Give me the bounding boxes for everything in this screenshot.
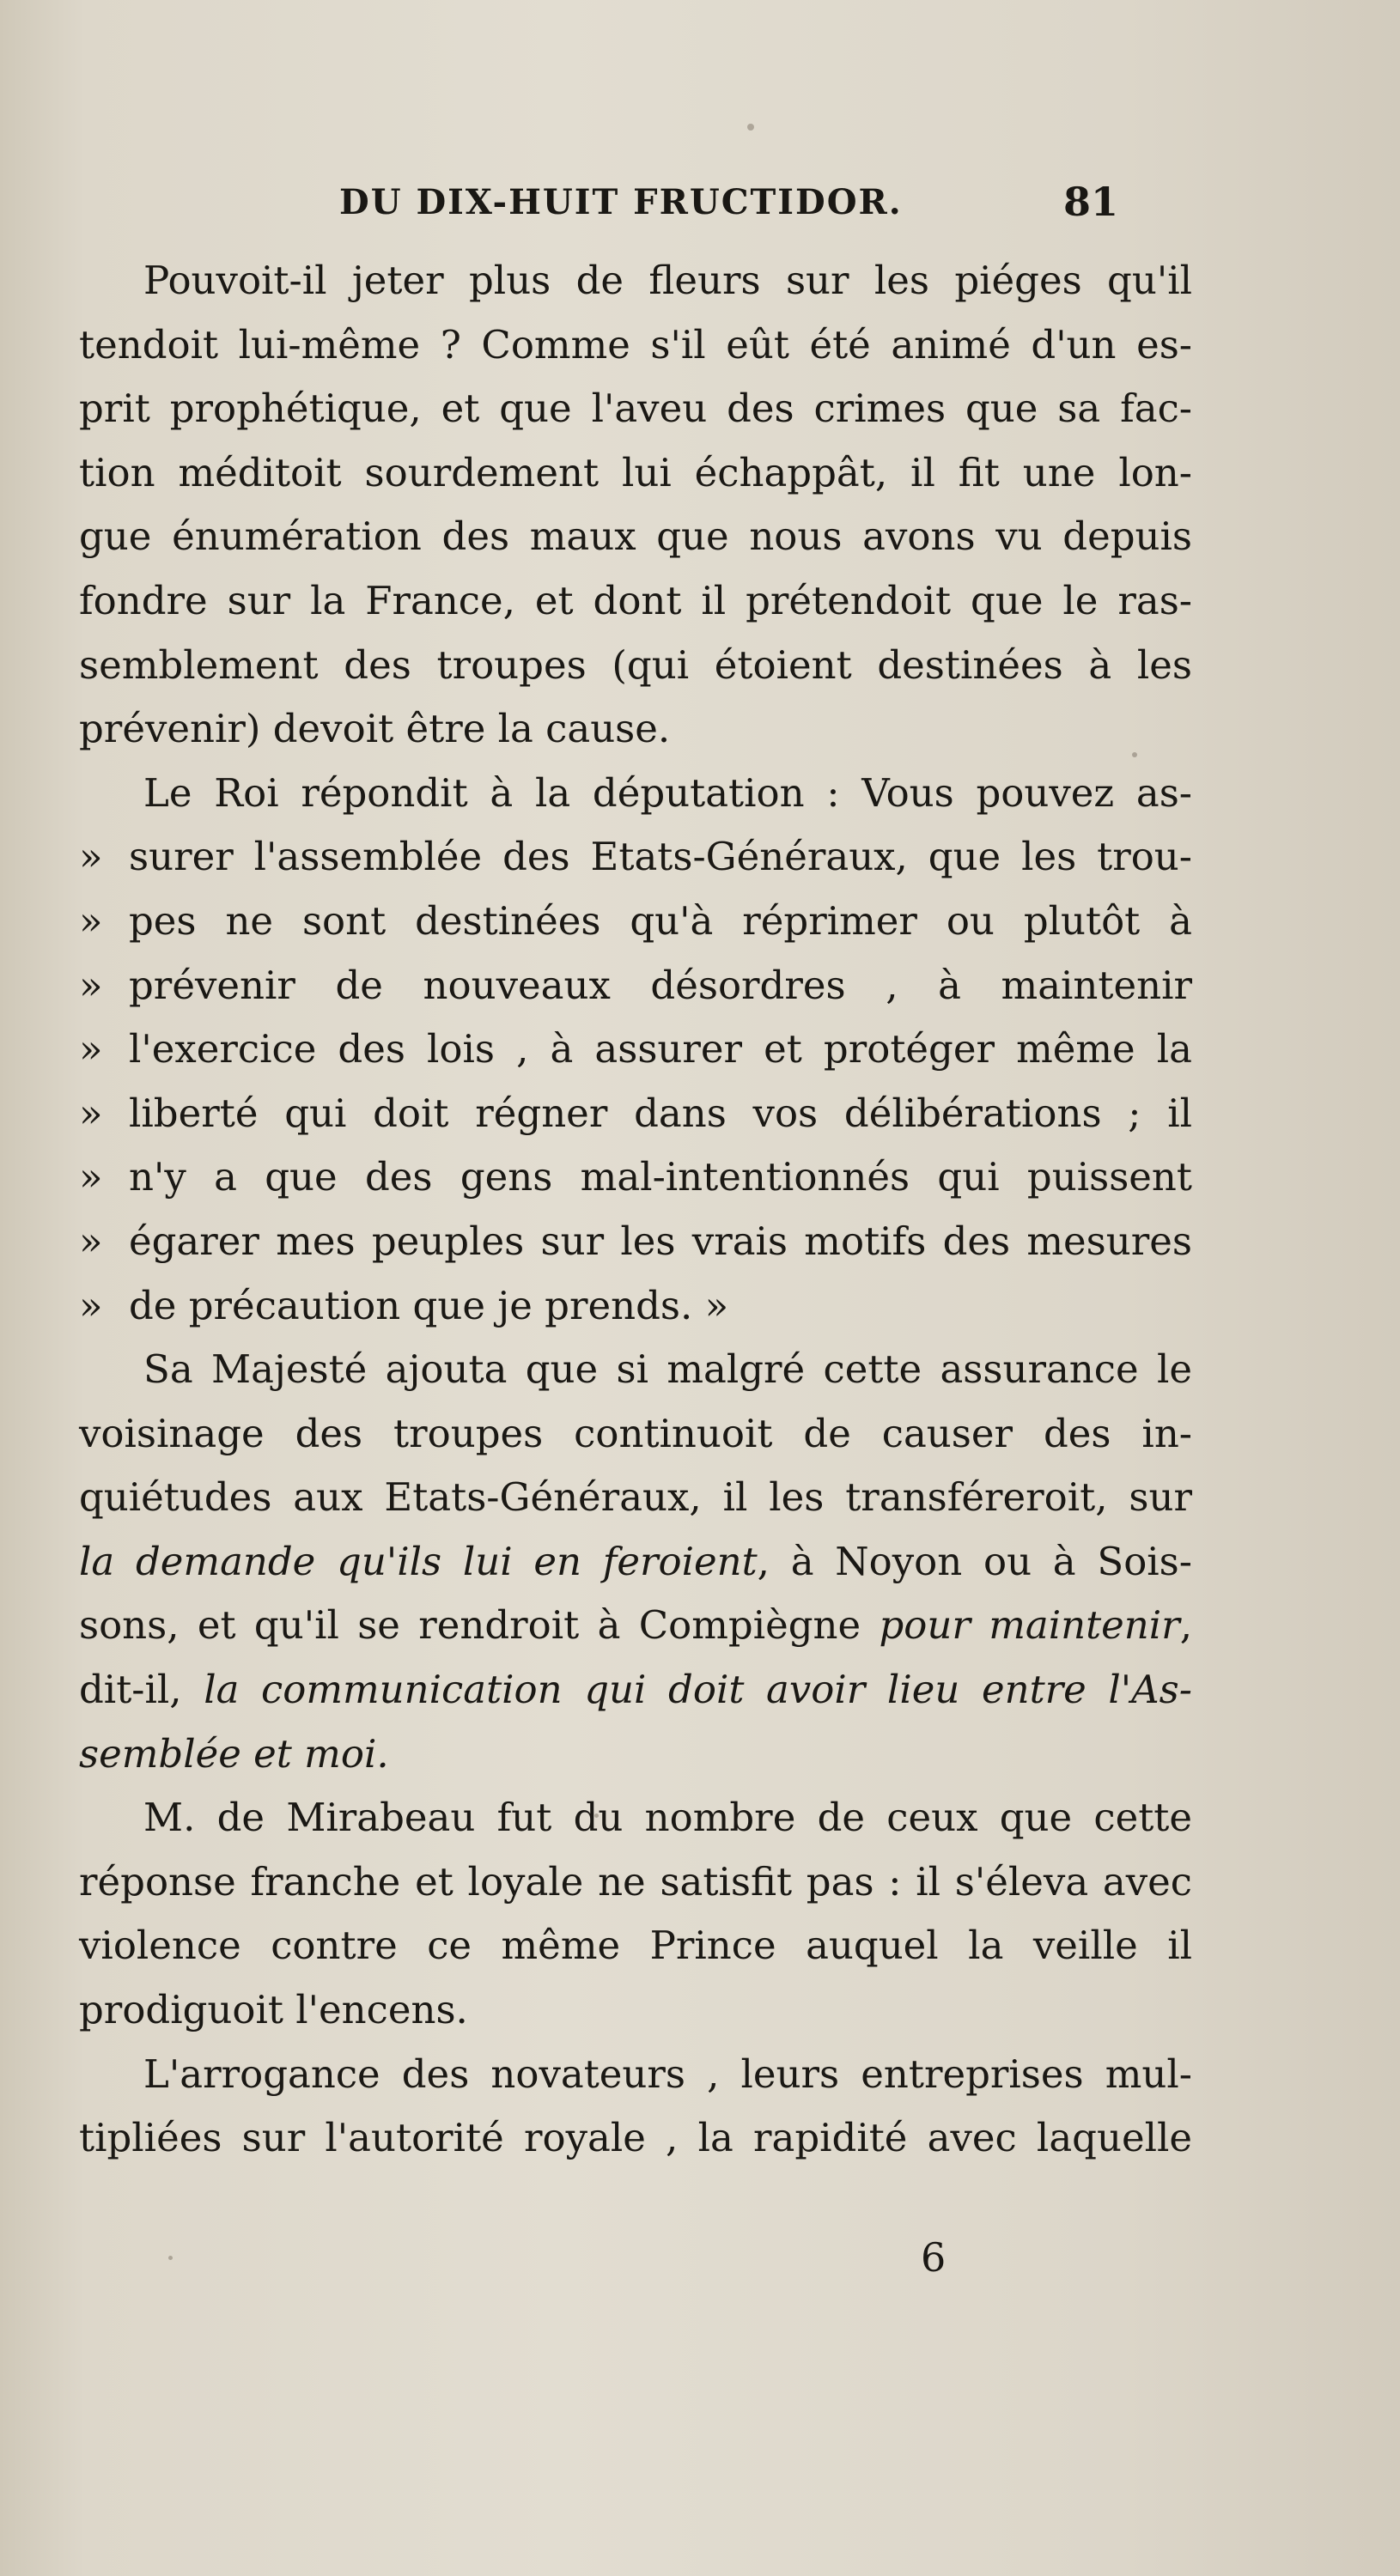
text-segment: dit-il,: [79, 1667, 204, 1713]
line-text: prodiguoit l'encens.: [79, 1987, 468, 2033]
quote-mark: »: [79, 962, 103, 1008]
line-text: égarer mes peuples sur les vrais motifs des mesures: [129, 1218, 1192, 1264]
line-text: prit prophétique, et que l'aveu des crimes que sa fac-: [79, 386, 1192, 432]
text-line: [79, 1786, 1192, 1850]
page-header: [0, 179, 1400, 234]
text-line: [79, 1338, 1192, 1402]
text-line: [79, 377, 1192, 441]
text-line: [79, 1978, 1192, 2043]
line-text: surer l'assemblée des Etats-Généraux, que les trou-: [129, 834, 1192, 880]
text-line: [79, 1914, 1192, 1978]
line-text: l'exercice des lois , à assurer et protéger même la: [129, 1026, 1192, 1072]
text-line: [79, 1722, 1192, 1787]
quote-mark: »: [79, 1282, 103, 1328]
text-line: [79, 441, 1192, 506]
text-line: [79, 313, 1192, 378]
italic-text: pour maintenir: [879, 1602, 1180, 1649]
quoted-line: [79, 890, 1192, 954]
quote-mark: »: [79, 1090, 103, 1136]
quoted-line: [79, 1082, 1192, 1146]
quoted-line: [79, 825, 1192, 890]
quoted-line: [79, 1210, 1192, 1274]
line-text: Le Roi répondit à la députation : Vous pouvez as-: [143, 769, 1192, 816]
text-line: [79, 634, 1192, 698]
line-text: prévenir) devoit être la cause.: [79, 706, 671, 752]
text-line: [79, 249, 1192, 313]
line-text: semblement des troupes (qui étoient destinées à les: [79, 641, 1192, 688]
line-text: pes ne sont destinées qu'à réprimer ou plutôt à: [129, 897, 1192, 944]
quote-mark: »: [79, 1154, 103, 1200]
italic-text: la communication qui doit avoir lieu entre l'As-: [204, 1667, 1192, 1713]
line-text: de précaution que je prends. »: [129, 1282, 729, 1328]
line-text: n'y a que des gens mal-intentionnés qui puissent: [129, 1154, 1192, 1200]
line-text: gue énumération des maux que nous avons vu depuis: [79, 513, 1192, 560]
page-number: 81: [1063, 179, 1119, 225]
line-text: liberté qui doit régner dans vos délibérations ; il: [129, 1090, 1192, 1136]
quoted-line: [79, 1145, 1192, 1210]
quoted-line: [79, 1018, 1192, 1082]
text-line: [79, 2106, 1192, 2171]
italic-text: la demande qu'ils lui en feroient: [79, 1538, 758, 1584]
quoted-line: [79, 1274, 1192, 1339]
text-line: [79, 505, 1192, 569]
text-line: [79, 1658, 1192, 1722]
line-text: quiétudes aux Etats-Généraux, il les transféreroit, sur: [79, 1474, 1192, 1521]
text-line: [79, 1850, 1192, 1915]
line-text: Sa Majesté ajouta que si malgré cette assurance le: [143, 1346, 1192, 1393]
line-text: Pouvoit-il jeter plus de fleurs sur les piéges qu'il: [143, 258, 1192, 303]
text-line: [79, 1530, 1192, 1595]
line-text: violence contre ce même Prince auquel la veille il: [79, 1923, 1192, 1969]
text-line: [79, 697, 1192, 762]
text-line: [79, 1402, 1192, 1467]
text-line: [79, 1594, 1192, 1658]
line-text: tion méditoit sourdement lui échappât, il fit une lon-: [79, 449, 1192, 495]
line-text: tipliées sur l'autorité royale , la rapidité avec laquelle: [79, 2115, 1192, 2161]
quote-mark: »: [79, 1026, 103, 1072]
text-segment: , à Noyon ou à Sois-: [757, 1538, 1192, 1584]
text-line: [79, 2043, 1192, 2107]
signature-mark: 6: [921, 2234, 947, 2281]
paper-spot: [747, 124, 754, 131]
text-line: [79, 1466, 1192, 1530]
quote-mark: »: [79, 897, 103, 944]
paper-spot: [1132, 752, 1137, 757]
text-line: [79, 762, 1192, 826]
quote-mark: »: [79, 1218, 103, 1264]
text-segment: ,: [1179, 1602, 1193, 1649]
line-text: tendoit lui-même ? Comme s'il eût été animé d'un es-: [79, 321, 1192, 368]
running-title: DU DIX-HUIT FRUCTIDOR.: [339, 182, 903, 222]
line-text: M. de Mirabeau fut du nombre de ceux que cette: [143, 1795, 1192, 1841]
paper-spot: [168, 2256, 173, 2260]
line-text: voisinage des troupes continuoit de causer des in-: [79, 1410, 1192, 1456]
line-text: réponse franche et loyale ne satisfit pas : il s'éleva avec: [79, 1858, 1192, 1905]
italic-text: semblée et moi.: [79, 1730, 389, 1777]
line-text: L'arrogance des novateurs , leurs entreprises mul-: [143, 2050, 1192, 2097]
quoted-line: [79, 954, 1192, 1018]
text-line: [79, 569, 1192, 634]
line-text: fondre sur la France, et dont il prétendoit que le ras-: [79, 577, 1192, 623]
quote-mark: »: [79, 834, 103, 880]
body-text: [79, 249, 1192, 2171]
paper-spot: [594, 1814, 599, 1818]
text-segment: sons, et qu'il se rendroit à Compiègne: [79, 1602, 880, 1649]
line-text: prévenir de nouveaux désordres , à maintenir: [129, 962, 1192, 1008]
